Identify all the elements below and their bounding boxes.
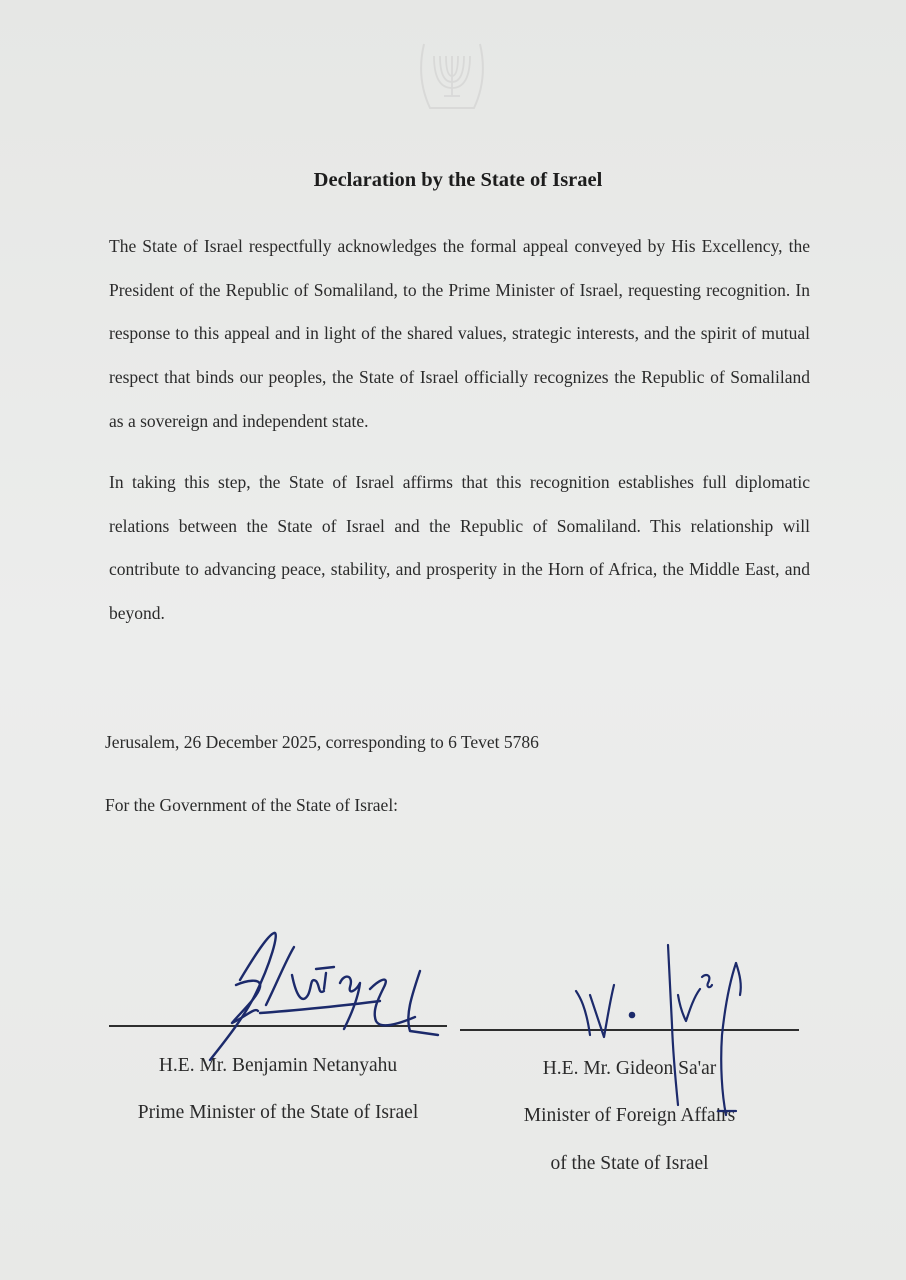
for-government-line: For the Government of the State of Israel: <box>105 795 399 815</box>
signatory-title: Minister of Foreign Affairs <box>523 1105 736 1126</box>
body-paragraph: In taking this step, the State of Israel affirms that this recognition establishes full diplomatic relations between the State of Israel and the Republic of Somaliland. This relationship will contribute to advancing peace, stability, and prosperity in the Horn of Africa, the Middle East, and beyond. <box>109 472 810 624</box>
date-place-line: Jerusalem, 26 December 2025, corresponding to 6 Tevet 5786 <box>105 732 539 752</box>
signature-line-right <box>460 1029 799 1031</box>
body-paragraph: The State of Israel respectfully acknowledges the formal appeal conveyed by His Excellency, the President of the Republic of Somaliland, to the Prime Minister of Israel, requesting recognition. In response to this appeal and in light of the shared values, strategic interests, and the spirit of mutual respect that binds our peoples, the State of Israel officially recognizes the Republic of Somaliland as a sovereign and independent state. <box>109 236 810 431</box>
menorah-emblem-icon <box>410 38 494 122</box>
document-title: Declaration by the State of Israel <box>313 169 603 191</box>
signatory-title: of the State of Israel <box>550 1153 709 1174</box>
signatory-name: H.E. Mr. Gideon Sa'ar <box>542 1058 717 1079</box>
signature-line-left <box>109 1025 447 1027</box>
signatory-name: H.E. Mr. Benjamin Netanyahu <box>158 1055 398 1076</box>
signatory-title: Prime Minister of the State of Israel <box>137 1102 419 1123</box>
